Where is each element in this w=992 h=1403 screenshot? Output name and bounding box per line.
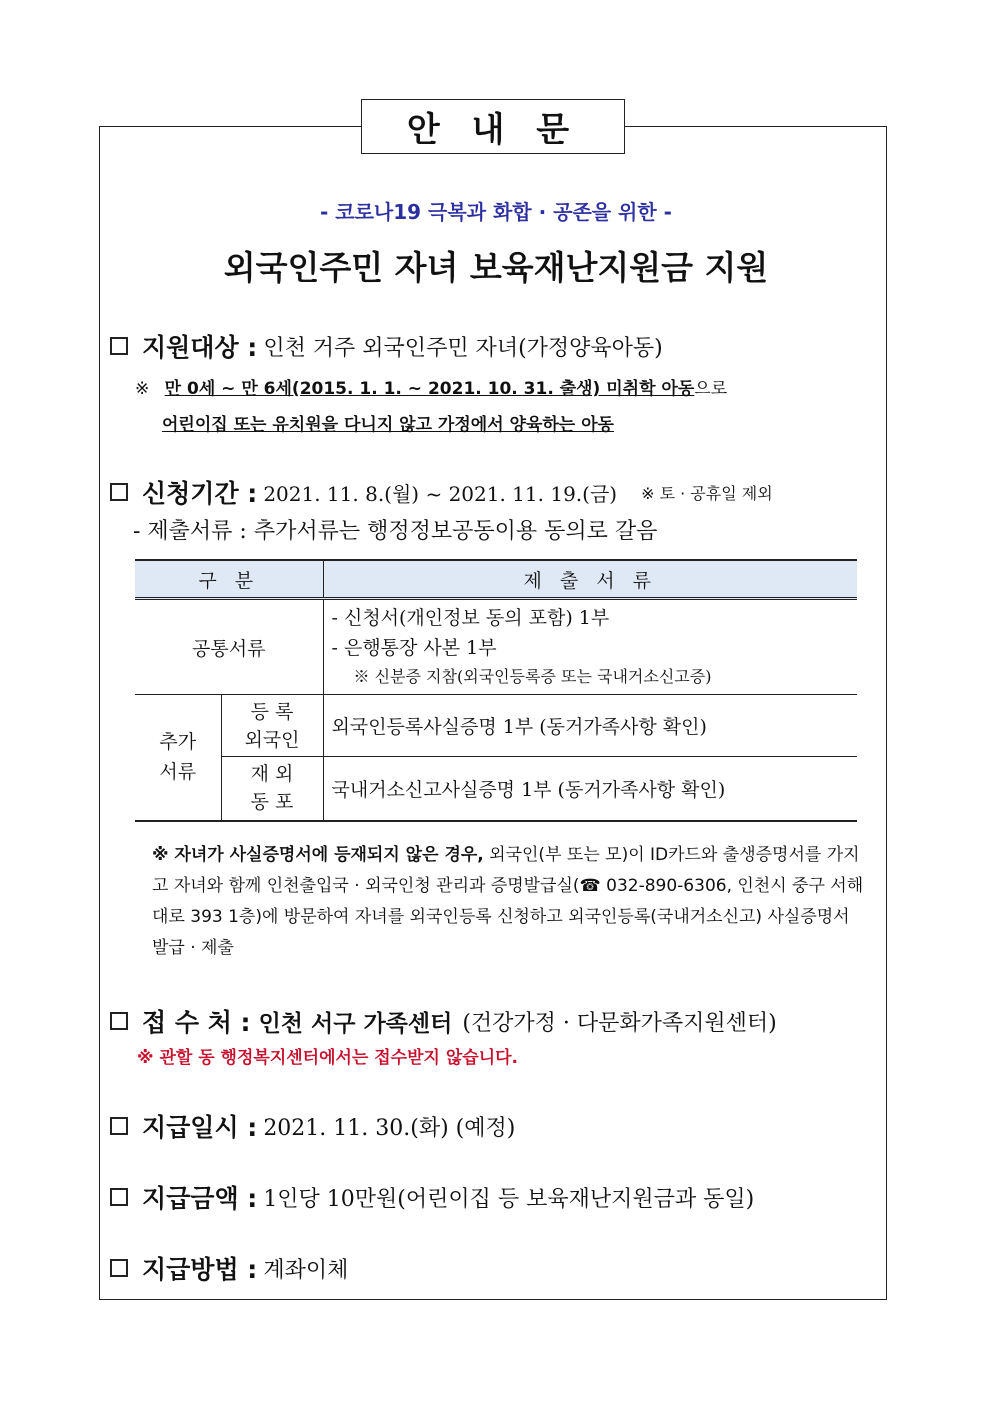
registered-doc: 외국인등록사실증명 1부 (동거가족사항 확인) bbox=[323, 695, 857, 757]
checkbox-icon bbox=[110, 1259, 128, 1277]
table-row-overseas bbox=[135, 757, 857, 821]
notice-paragraph-text: 외국인(부 또는 모)이 ID카드와 출생증명서를 가지고 자녀와 함께 인천출입국 · 외국인청 관리과 증명발급실(☎ 032-890-6306, 인천시 중구 서해대로 393 1층)에 방문하여 자녀를 외국인등록 신청하고 외국인등록(국내거소신고) 사실증명서 발급 · 제출 bbox=[152, 845, 864, 958]
documents-table bbox=[135, 559, 857, 822]
checkbox-icon bbox=[110, 337, 128, 355]
table-header-category: 구 분 bbox=[135, 560, 323, 599]
common-subnote: ※ 신분증 지참(외국인등록증 또는 국내거소신고증) bbox=[353, 667, 712, 686]
period-value: 2021. 11. 8.(월) ~ 2021. 11. 19.(금) bbox=[263, 481, 618, 506]
pay-method-label: 지급방법 : bbox=[142, 1255, 258, 1284]
overseas-doc: 국내거소신고사실증명 1부 (동거가족사항 확인) bbox=[323, 757, 857, 821]
registered-label-line: 등 록 bbox=[250, 700, 294, 723]
section-target bbox=[110, 328, 663, 364]
notice-title: 안 내 문 bbox=[361, 99, 625, 154]
table-row-common bbox=[135, 599, 857, 695]
checkbox-icon bbox=[110, 1188, 128, 1206]
section-pay-amount bbox=[110, 1179, 754, 1215]
table-header-documents: 제 출 서 류 bbox=[323, 560, 857, 599]
reception-label: 접 수 처 : bbox=[142, 1008, 251, 1037]
target-note-age: 만 0세 ~ 만 6세(2015. 1. 1. ~ 2021. 10. 31. 출생) 미취학 아동 bbox=[164, 379, 695, 399]
reception-warning: ※ 관할 동 행정복지센터에서는 접수받지 않습니다. bbox=[137, 1048, 519, 1068]
reception-center-detail: (건강가정 · 다문화가족지원센터) bbox=[462, 1010, 777, 1036]
target-value: 인천 거주 외국인주민 자녀(가정양육아동) bbox=[263, 335, 663, 361]
pay-amount-label: 지급금액 : bbox=[142, 1184, 258, 1213]
notice-paragraph-bold: ※ 자녀가 사실증명서에 등재되지 않은 경우, bbox=[152, 845, 484, 865]
registered-label bbox=[221, 695, 323, 757]
period-label: 신청기간 : bbox=[142, 479, 258, 508]
target-note-line2 bbox=[162, 410, 614, 435]
pay-method-value: 계좌이체 bbox=[263, 1257, 349, 1283]
section-pay-date bbox=[110, 1108, 515, 1144]
reception-center: 인천 서구 가족센터 bbox=[258, 1010, 453, 1037]
table-header-row bbox=[135, 560, 857, 599]
checkbox-icon bbox=[110, 1012, 128, 1030]
table-row-registered bbox=[135, 695, 857, 757]
section-period bbox=[110, 474, 773, 510]
checkbox-icon bbox=[110, 483, 128, 501]
common-item: - 신청서(개인정보 동의 포함) 1부 bbox=[331, 607, 610, 629]
period-note: ※ 토 · 공휴일 제외 bbox=[641, 483, 773, 503]
extra-label-line: 서류 bbox=[159, 761, 197, 784]
notice-paragraph bbox=[152, 840, 864, 964]
target-note-condition: 어린이집 또는 유치원을 다니지 않고 가정에서 양육하는 아동 bbox=[162, 415, 614, 435]
main-title: 외국인주민 자녀 보육재난지원금 지원 bbox=[223, 248, 769, 287]
extra-label bbox=[135, 695, 221, 821]
subtitle: - 코로나19 극복과 화합 · 공존을 위한 - bbox=[320, 200, 672, 224]
overseas-label-line: 동 포 bbox=[250, 791, 294, 814]
section-pay-method bbox=[110, 1250, 348, 1286]
checkbox-icon bbox=[110, 1117, 128, 1135]
common-item: - 은행통장 사본 1부 bbox=[331, 637, 497, 659]
target-note-tail: 으로 bbox=[694, 379, 728, 399]
target-note-line1 bbox=[135, 374, 727, 399]
target-label: 지원대상 : bbox=[142, 333, 258, 362]
overseas-label bbox=[221, 757, 323, 821]
section-reception bbox=[110, 1003, 777, 1039]
note-mark: ※ bbox=[135, 379, 150, 399]
registered-label-line: 외국인 bbox=[244, 728, 300, 751]
overseas-label-line: 재 외 bbox=[250, 763, 294, 786]
pay-date-value: 2021. 11. 30.(화) (예정) bbox=[263, 1115, 516, 1141]
pay-amount-value: 1인당 10만원(어린이집 등 보육재난지원금과 동일) bbox=[263, 1186, 755, 1212]
common-docs bbox=[323, 599, 857, 695]
pay-date-label: 지급일시 : bbox=[142, 1113, 258, 1142]
docs-line: - 제출서류 : 추가서류는 행정정보공동이용 동의로 갈음 bbox=[133, 519, 658, 544]
extra-label-line: 추가 bbox=[159, 731, 197, 754]
common-label: 공통서류 bbox=[135, 599, 323, 695]
